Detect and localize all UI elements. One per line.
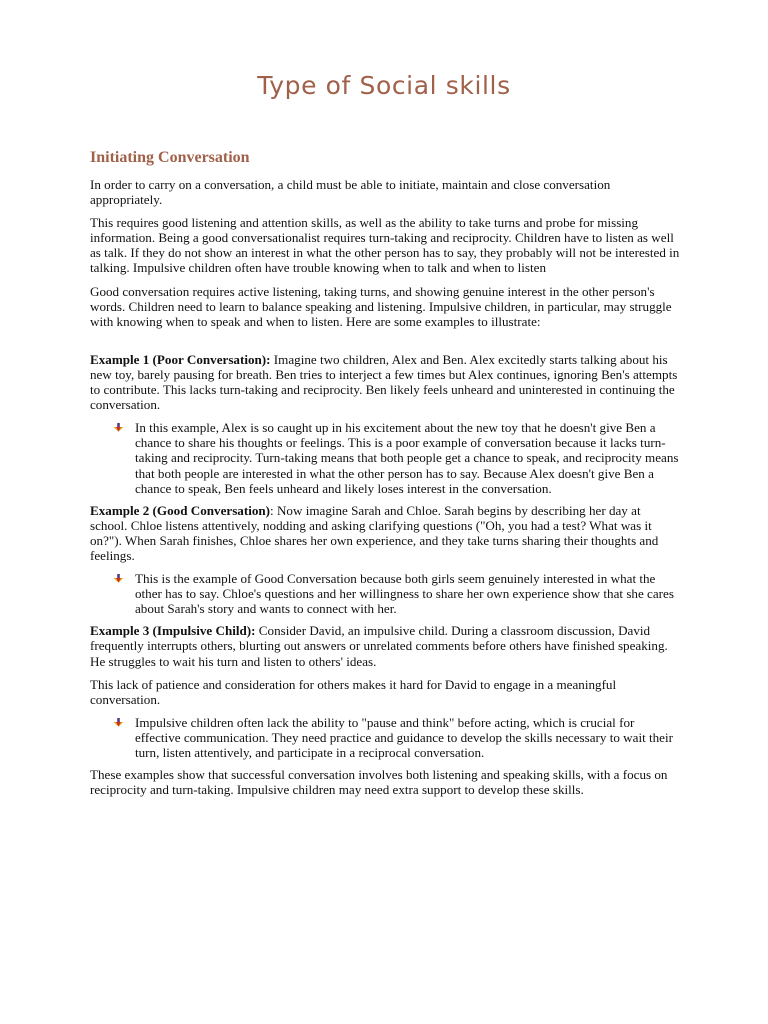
- intro-paragraph-1: In order to carry on a conversation, a child must be able to initiate, maintain and close conversation appropriately.: [90, 177, 611, 208]
- example-2-bullets: [90, 571, 680, 616]
- spacer: [90, 337, 680, 352]
- example-3-label: Example 3 (Impulsive Child):: [90, 623, 256, 639]
- example-1-bullet-text: In this example, Alex is so caught up in his excitement about the new toy that he doesn't give Ben a chance to share his thoughts or feelings. This is a poor example of conversation because it lacks turn-taking and reciprocity. Turn-taking means that both people get a chance to speak, and reciprocity means that both people are interested in what the other person has to say. Because Alex doesn't give Ben a chance to speak, Ben feels unheard and likely loses interest in the conversation.: [135, 420, 679, 496]
- example-3-bullets: [90, 715, 680, 760]
- arrow-bullet-icon: [113, 574, 124, 583]
- arrow-bullet-icon: [113, 718, 124, 727]
- example-2-text: : Now imagine Sarah and Chloe. Sarah begins by describing her day at school. Chloe listens attentively, nodding and asking clarifying questions ("Oh, you had a test? What was it on?"). When Sarah finishes, Chloe shares her own experience, and they take turns sharing their thoughts and feelings.: [90, 502, 659, 563]
- list-item: [135, 571, 680, 616]
- list-item: [135, 715, 680, 760]
- example-1-text: Imagine two children, Alex and Ben. Alex excitedly starts talking about his new toy, barely pausing for breath. Ben tries to interject a few times but Alex continues, ignoring Ben's attempts to contribute. This lacks turn-taking and reciprocity. Ben likely feels unheard and uninterested in continuing the conversation.: [90, 351, 678, 413]
- section-heading: Initiating Conversation: [90, 149, 250, 166]
- list-item: [135, 420, 680, 495]
- intro-paragraph-2: This requires good listening and attention skills, as well as the ability to take turns and probe for missing information. Being a good conversationalist requires turn-taking and reciprocity. Children have to listen as well as talk. If they do not show an interest in what the other person has to say, they probably will not be interested in talking. Impulsive children often have trouble knowing when to talk and when to listen: [90, 215, 680, 276]
- example-2-bullet-text: This is the example of Good Conversation because both girls seem genuinely interested in what the other has to say. Chloe's questions and her willingness to share her own experience show that she cares about Sarah's story and wants to connect with her.: [135, 571, 674, 617]
- example-3-bullet-text: Impulsive children often lack the ability to "pause and think" before acting, which is crucial for effective communication. They need practice and guidance to develop the skills necessary to wait their turn, listen attentively, and participate in a reciprocal conversation.: [135, 714, 673, 760]
- document-body: [90, 148, 680, 805]
- example-2-label: Example 2 (Good Conversation): [90, 502, 271, 518]
- arrow-bullet-icon: [113, 423, 124, 432]
- example-3-text: Consider David, an impulsive child. During a classroom discussion, David frequently interrupts others, blurting out answers or unrelated comments before others have finished speaking. He struggles to wait his turn and listen to others' ideas.: [90, 623, 668, 669]
- example-1-paragraph: [90, 352, 680, 412]
- page-title: Type of Social skills: [257, 71, 511, 100]
- example-2-paragraph: [90, 503, 680, 563]
- example-3-followup: This lack of patience and consideration for others makes it hard for David to engage in a meaningful conversation.: [90, 676, 617, 707]
- intro-paragraph-3: Good conversation requires active listening, taking turns, and showing genuine interest in the other person's words. Children need to learn to balance speaking and listening. Impulsive children, in particular, may struggle with knowing when to speak and when to listen. Here are some examples to illustrate:: [90, 283, 672, 329]
- example-1-bullets: [90, 420, 680, 495]
- example-1-label: Example 1 (Poor Conversation):: [90, 351, 271, 367]
- example-3-paragraph: [90, 623, 680, 668]
- conclusion-paragraph: These examples show that successful conversation involves both listening and speaking skills, with a focus on reciprocity and turn-taking. Impulsive children may need extra support to develop these skills.: [90, 767, 668, 798]
